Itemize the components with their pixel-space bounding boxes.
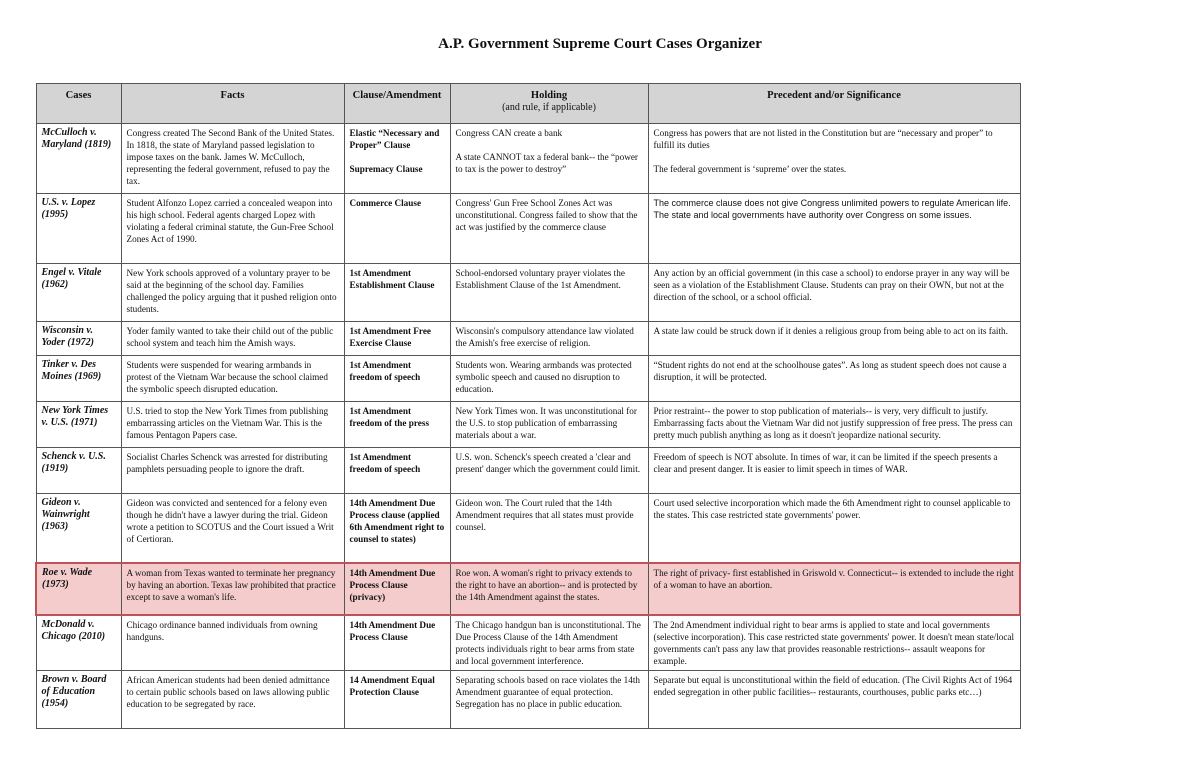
header-facts: Facts [121,84,344,124]
header-holding [450,84,648,124]
case-name-cell: Gideon v. Wainwright (1963) [36,494,121,563]
case-name-cell: McCulloch v. Maryland (1819) [36,124,121,194]
table-row [36,494,1020,563]
holding-paragraph: Students won. Wearing armbands was protected symbolic speech and caused no disruption to education. [455,360,632,394]
precedent-cell [648,356,1020,402]
holding-paragraph: Gideon won. The Court ruled that the 14th Amendment requires that all states must provide counsel. [455,498,634,532]
table-row [36,402,1020,448]
holding-paragraph: Congress CAN create a bank [455,128,563,138]
case-name-cell: Roe v. Wade (1973) [36,563,121,615]
clause-paragraph: 1st Amendment freedom of speech [349,452,421,474]
holding-paragraph: Congress' Gun Free School Zones Act was unconstitutional. Congress failed to show that the act was justified by the commerce clause [455,198,638,232]
precedent-paragraph: The federal government is ‘supreme’ over the states. [653,164,847,174]
case-name-cell: Tinker v. Des Moines (1969) [36,356,121,402]
precedent-cell [648,194,1020,264]
clause-paragraph: Supremacy Clause [349,164,423,174]
clause-paragraph: 1st Amendment Establishment Clause [349,268,435,290]
precedent-cell [648,494,1020,563]
clause-paragraph: Elastic “Necessary and Proper” Clause [349,128,440,150]
holding-paragraph: Roe won. A woman's right to privacy extends to the right to have an abortion-- and is protected by the 14th Amendment against the states. [455,567,638,602]
precedent-cell [648,615,1020,671]
clause-paragraph: Commerce Clause [349,198,422,208]
case-name-cell: Wisconsin v. Yoder (1972) [36,322,121,356]
precedent-cell [648,322,1020,356]
clause-cell [344,322,450,356]
facts-cell: Yoder family wanted to take their child out of the public school system and teach him the Amish ways. [121,322,344,356]
holding-cell [450,356,648,402]
holding-cell [450,494,648,563]
table-row [36,264,1020,322]
table-row [36,356,1020,402]
precedent-paragraph: The right of privacy- first established in Griswold v. Connecticut-- is extended to include the right of a woman to have an abortion. [653,567,1014,590]
holding-cell [450,670,648,728]
clause-paragraph: 1st Amendment freedom of the press [349,406,430,428]
precedent-cell [648,448,1020,494]
holding-paragraph: U.S. won. Schenck's speech created a 'clear and present' danger which the government could limit. [455,452,641,474]
precedent-paragraph: A state law could be struck down if it denies a religious group from being able to act on its faith. [653,326,1008,336]
precedent-paragraph: “Student rights do not end at the schoolhouse gates”. As long as student speech does not cause a disruption, it will be protected. [653,360,1007,382]
holding-paragraph: School-endorsed voluntary prayer violates the Establishment Clause of the 1st Amendment. [455,268,625,290]
holding-cell [450,124,648,194]
clause-cell [344,448,450,494]
header-precedent: Precedent and/or Significance [648,84,1020,124]
holding-paragraph: Separating schools based on race violates the 14th Amendment guarantee of equal protection. Segregation has no place in public education. [455,674,640,709]
header-holding-label: Holding [530,90,568,101]
facts-cell: Congress created The Second Bank of the United States. In 1818, the state of Maryland passed legislation to impose taxes on the bank. James W. McCulloch, representing the federal government, refused to pay the tax. [121,124,344,194]
table-row [36,563,1020,615]
clause-cell [344,194,450,264]
clause-paragraph: 1st Amendment freedom of speech [349,360,421,382]
precedent-paragraph: Freedom of speech is NOT absolute. In times of war, it can be limited if the speech presents a clear and present danger. It is easier to limit speech in times of WAR. [653,452,998,474]
header-holding-sub: (and rule, if applicable) [502,102,596,113]
holding-cell [450,322,648,356]
precedent-paragraph: Congress has powers that are not listed in the Constitution but are “necessary and proper” to fulfill its duties [653,128,993,150]
precedent-paragraph: The commerce clause does not give Congress unlimited powers to regulate American life. The state and local governments have authority over Congress on some issues. [653,198,1011,220]
table-row [36,448,1020,494]
holding-paragraph: New York Times won. It was unconstitutional for the U.S. to stop publication of embarrassing materials about a war. [455,406,637,440]
facts-cell: Students were suspended for wearing armbands in protest of the Vietnam War because the school claimed the symbolic speech disrupted education. [121,356,344,402]
clause-paragraph: 1st Amendment Free Exercise Clause [349,326,431,348]
facts-cell: Chicago ordinance banned individuals from owning handguns. [121,615,344,671]
cases-table [35,83,1021,729]
facts-cell: A woman from Texas wanted to terminate her pregnancy by having an abortion. Texas law prohibited that practice except to save a woman's life. [121,563,344,615]
clause-paragraph: 14th Amendment Due Process Clause (privacy) [349,567,436,602]
clause-paragraph: 14 Amendment Equal Protection Clause [349,674,435,697]
table-header-row [36,84,1020,124]
facts-cell: New York schools approved of a voluntary prayer to be said at the beginning of the school day. Families challenged the policy arguing that it pushed religion onto students. [121,264,344,322]
clause-cell [344,670,450,728]
precedent-paragraph: Separate but equal is unconstitutional within the field of education. (The Civil Rights Act of 1964 ended segregation in other public facilities-- restaurants, courthouses, public parks etc…) [653,674,1013,697]
precedent-cell [648,670,1020,728]
facts-cell: African American students had been denied admittance to certain public schools based on laws allowing public education to be segregated by race. [121,670,344,728]
case-name-cell: Schenck v. U.S. (1919) [36,448,121,494]
facts-cell: Socialist Charles Schenck was arrested for distributing pamphlets persuading people to ignore the draft. [121,448,344,494]
table-row [36,322,1020,356]
holding-cell [450,402,648,448]
holding-cell [450,264,648,322]
holding-cell [450,563,648,615]
clause-cell [344,563,450,615]
header-cases: Cases [36,84,121,124]
precedent-paragraph: Prior restraint-- the power to stop publication of materials-- is very, very difficult to justify. Embarrassing facts about the Vietnam War did not justify suppression of free press. The press can pretty much publish anything as long as it doesn't jeopardize national security. [653,406,1013,440]
precedent-cell [648,402,1020,448]
header-clause: Clause/Amendment [344,84,450,124]
clause-cell [344,264,450,322]
table-row [36,194,1020,264]
table-row [36,124,1020,194]
precedent-cell [648,124,1020,194]
holding-cell [450,448,648,494]
clause-cell [344,615,450,671]
precedent-paragraph: Court used selective incorporation which made the 6th Amendment right to counsel applicable to the states. This case restricted state governments' power. [653,498,1011,520]
holding-paragraph: The Chicago handgun ban is unconstitutional. The Due Process Clause of the 14th Amendment protects individuals right to bear arms from state and local government interference. [455,619,641,666]
page-title: A.P. Government Supreme Court Cases Organizer [438,36,762,52]
holding-paragraph: Wisconsin's compulsory attendance law violated the Amish's free exercise of religion. [455,326,634,348]
case-name-cell: McDonald v. Chicago (2010) [36,615,121,671]
holding-cell [450,615,648,671]
facts-cell: Gideon was convicted and sentenced for a felony even though he didn't have a lawyer during the trial. Gideon wrote a petition to SCOTUS and the Court issued a Writ of Certioran. [121,494,344,563]
clause-cell [344,402,450,448]
case-name-cell: U.S. v. Lopez (1995) [36,194,121,264]
precedent-cell [648,264,1020,322]
clause-cell [344,494,450,563]
clause-paragraph: 14th Amendment Due Process clause (applied 6th Amendment right to counsel to states) [349,498,445,544]
precedent-cell [648,563,1020,615]
facts-cell: Student Alfonzo Lopez carried a concealed weapon into his high school. Federal agents charged Lopez with violating a federal criminal statute, the Gun-Free School Zones Act of 1990. [121,194,344,264]
clause-cell [344,124,450,194]
table-row [36,670,1020,728]
precedent-paragraph: Any action by an official government (in this case a school) to endorse prayer in any way will be seen as a violation of the Establishment Clause. Students can pray on their OWN, but not at the direction of the school, or a school official. [653,268,1010,302]
clause-cell [344,356,450,402]
precedent-paragraph: The 2nd Amendment individual right to bear arms is applied to state and local governments (selective incorporation). This case restricted state governments' power. It doesn't mean state/local governments can't pass any law that provides reasonable restrictions-- assault weapons for example. [653,619,1015,666]
case-name-cell: Brown v. Board of Education (1954) [36,670,121,728]
case-name-cell: Engel v. Vitale (1962) [36,264,121,322]
holding-cell [450,194,648,264]
holding-paragraph: A state CANNOT tax a federal bank-- the “power to tax is the power to destroy” [455,152,638,174]
clause-paragraph: 14th Amendment Due Process Clause [349,619,436,642]
table-row [36,615,1020,671]
facts-cell: U.S. tried to stop the New York Times from publishing embarrassing articles on the Vietnam War. This is the famous Pentagon Papers case. [121,402,344,448]
case-name-cell: New York Times v. U.S. (1971) [36,402,121,448]
